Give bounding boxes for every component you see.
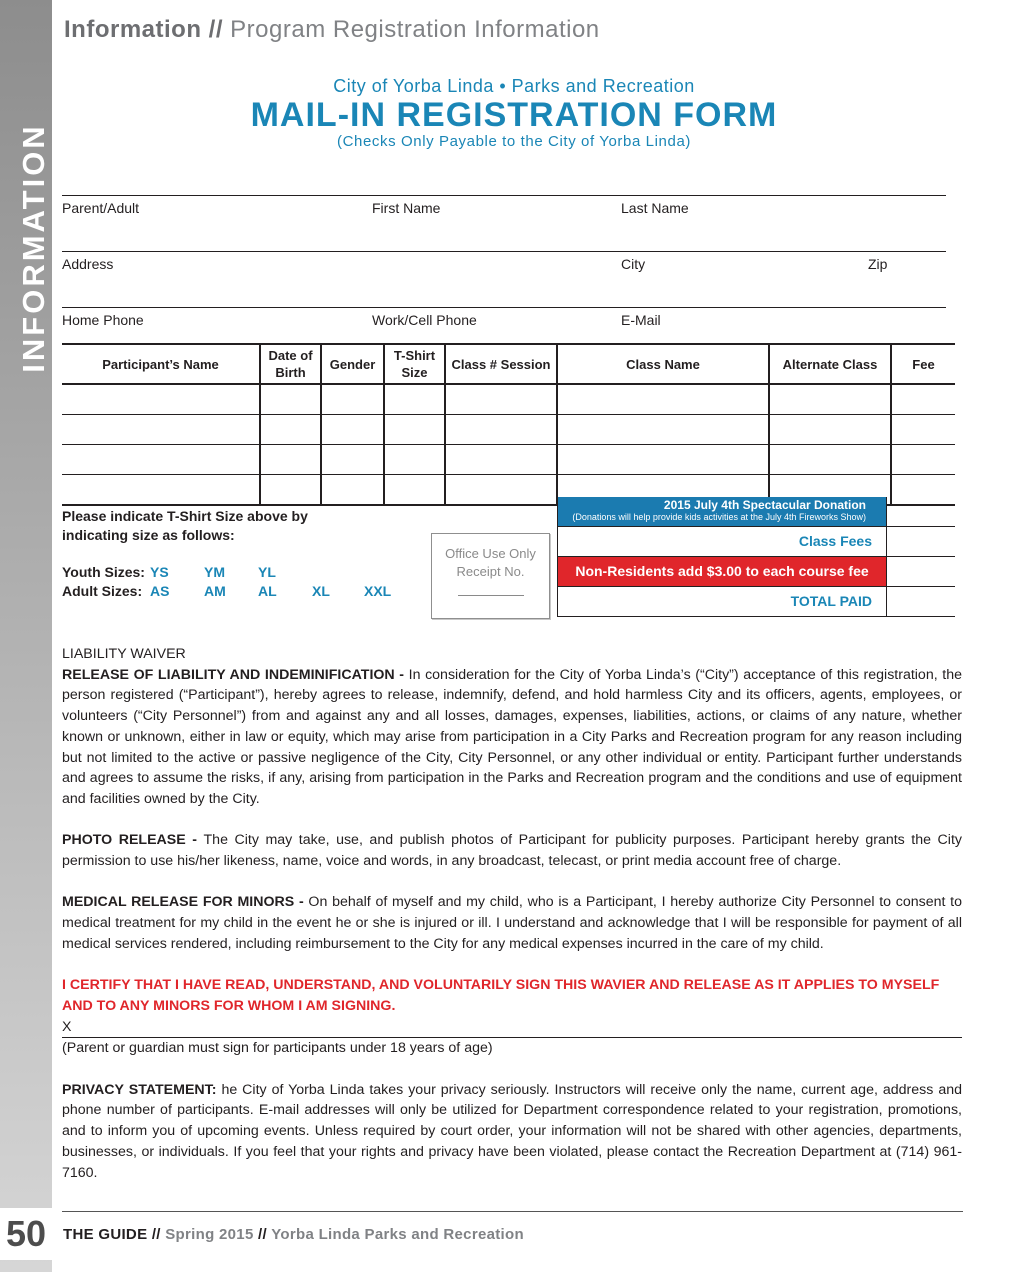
total-paid-amount-field[interactable]: [887, 587, 955, 616]
size-xl: XL: [312, 583, 330, 599]
photo-paragraph: [62, 830, 962, 871]
table-cell[interactable]: [445, 415, 557, 445]
last-name-label: Last Name: [621, 200, 689, 216]
table-cell[interactable]: [557, 445, 769, 475]
table-cell[interactable]: [769, 415, 891, 445]
table-cell[interactable]: [769, 384, 891, 415]
table-header-row: [62, 344, 955, 384]
table-cell[interactable]: [384, 384, 445, 415]
medical-text: On behalf of myself and my child, who is a Participant, I hereby authorize City Personnel to consent to medical treatment for my child in the event he or she is injured or ill. I understand and acknowledge that I will be responsible for payment of all medical services rendered, including reimbursement to the City for any medical expenses incurred in the care of my child.: [62, 894, 963, 952]
email-label: E-Mail: [621, 312, 661, 328]
table-cell[interactable]: [769, 445, 891, 475]
tshirt-note-line2: indicating size as follows:: [62, 527, 235, 543]
footer-season: Spring 2015: [165, 1226, 254, 1243]
release-text: In consideration for the City of Yorba Linda’s (“City”) acceptance of this registration, the person registered (“Participant”), hereby agrees to release, indemnify, defend, and hold harmless City and its officers, agents, employees, or volunteers (“City Personnel”) from and against any and all losses, damages, expenses, liabilities, actions, or claims of any nature, whether known or unknown, either in law or equity, which may arise from participation in a City Parks and Recreation program for any reason including but not limited to the active or passive negligence of the City, City Personnel, or any other individual or entity. Participant further understands and agrees to assume the risks, if any, arising from participation in the Parks and Recreation program and the conditions and use of equipment and facilities owned by the City.: [62, 666, 962, 807]
signature-note: (Parent or guardian must sign for participants under 18 years of age): [62, 1040, 493, 1057]
table-cell[interactable]: [260, 475, 321, 506]
size-legend: [62, 563, 391, 601]
work-cell-phone-label: Work/Cell Phone: [372, 312, 477, 328]
col-class-name: Class Name: [557, 344, 769, 384]
footer-divider: [62, 1211, 963, 1212]
table-cell[interactable]: [891, 384, 955, 415]
col-alternate-class: Alternate Class: [769, 344, 891, 384]
receipt-no-line: [458, 595, 524, 596]
size-ys: YS: [150, 564, 169, 580]
table-cell[interactable]: [260, 415, 321, 445]
col-tshirt-size: T-Shirt Size: [384, 344, 445, 384]
table-cell[interactable]: [891, 415, 955, 445]
table-cell[interactable]: [445, 475, 557, 506]
address-line[interactable]: [62, 251, 946, 252]
privacy-paragraph: [62, 1080, 962, 1184]
youth-sizes-label: Youth Sizes:: [62, 564, 145, 580]
table-cell[interactable]: [445, 445, 557, 475]
table-cell[interactable]: [384, 415, 445, 445]
medical-paragraph: [62, 892, 962, 954]
form-title-block: [0, 76, 1024, 150]
nonresident-amount-field[interactable]: [887, 557, 955, 586]
adult-sizes-label: Adult Sizes:: [62, 583, 143, 599]
col-date-of-birth: Date of Birth: [260, 344, 321, 384]
table-cell[interactable]: [384, 475, 445, 506]
header-subsection: Program Registration Information: [230, 16, 600, 43]
size-as: AS: [150, 583, 170, 599]
class-fees-row: [557, 527, 955, 557]
header-section: Information: [64, 16, 202, 43]
col-class-session: Class # Session: [445, 344, 557, 384]
table-cell[interactable]: [321, 475, 384, 506]
table-cell[interactable]: [260, 384, 321, 415]
form-title: MAIL-IN REGISTRATION FORM: [250, 96, 778, 134]
city-label: City: [621, 256, 646, 272]
table-cell[interactable]: [62, 475, 260, 506]
youth-sizes-row: [62, 563, 391, 582]
home-phone-label: Home Phone: [62, 312, 144, 328]
table-cell[interactable]: [260, 445, 321, 475]
table-row[interactable]: [62, 415, 955, 445]
photo-text: The City may take, use, and publish photos of Participant for publicity purposes. Participant hereby grants the City permission to use his/her likeness, name, voice and words, in any broadcast, telecast, or print media account free of charge.: [62, 832, 962, 870]
parent-adult-label: Parent/Adult: [62, 200, 140, 216]
donation-note: (Donations will help provide kids activities at the July 4th Fireworks Show): [572, 512, 866, 522]
privacy-text: he City of Yorba Linda takes your privacy seriously. Instructors will receive only the name, current age, address and phone number of participants. E-mail addresses will only be utilized for Department correspondence related to your registration, promotions, and to inform you of upcoming events. Unless required by court order, your information will not be shared with other agencies, departments, businesses, or individuals. If you feel that your rights and privacy have been violated, please contact the Recreation Department at (714) 961-7160.: [62, 1081, 962, 1181]
donation-label: [557, 497, 887, 526]
table-row[interactable]: [62, 384, 955, 415]
table-cell[interactable]: [62, 384, 260, 415]
nonresident-row: [557, 557, 955, 587]
page-header: [64, 16, 600, 44]
address-label: Address: [62, 256, 114, 272]
table-row[interactable]: [62, 445, 955, 475]
col-participant-name: Participant’s Name: [62, 344, 260, 384]
page-number: 50: [0, 1208, 52, 1260]
size-yl: YL: [258, 564, 276, 580]
release-title: RELEASE OF LIABILITY AND INDEMINIFICATION -: [62, 666, 409, 683]
medical-title: MEDICAL RELEASE FOR MINORS -: [62, 894, 309, 911]
table-cell[interactable]: [62, 445, 260, 475]
page-footer: [63, 1226, 524, 1243]
privacy-title: PRIVACY STATEMENT:: [62, 1081, 222, 1098]
photo-title: PHOTO RELEASE -: [62, 832, 204, 849]
first-name-label: First Name: [372, 200, 441, 216]
table-cell[interactable]: [384, 445, 445, 475]
donation-row: [557, 497, 955, 527]
signature-x: X: [62, 1018, 72, 1035]
size-am: AM: [204, 583, 226, 599]
table-cell[interactable]: [557, 384, 769, 415]
table-cell[interactable]: [62, 415, 260, 445]
org-name: City of Yorba Linda • Parks and Recreation: [333, 76, 695, 96]
zip-label: Zip: [868, 256, 888, 272]
header-separator: //: [201, 16, 231, 43]
payment-note: (Checks Only Payable to the City of Yorba Linda): [337, 133, 691, 150]
certify-statement: I CERTIFY THAT I HAVE READ, UNDERSTAND, AND VOLUNTARILY SIGN THIS WAVIER AND RELEASE AS IT APPLIES TO MYSELF AND TO ANY MINORS FOR WHOM I AM SIGNING.: [62, 977, 940, 1014]
release-paragraph: [62, 665, 962, 810]
parent-name-line[interactable]: [62, 195, 946, 196]
liability-waiver: [62, 644, 962, 1183]
class-fees-amount-field[interactable]: [887, 527, 955, 556]
table-cell[interactable]: [321, 384, 384, 415]
table-cell[interactable]: [557, 415, 769, 445]
fees-block: [557, 497, 955, 617]
office-use-box: [431, 533, 550, 619]
receipt-no-label: Receipt No.: [456, 564, 525, 579]
total-paid-row: [557, 587, 955, 617]
nonresident-label: Non-Residents add $3.00 to each course fee: [557, 557, 887, 586]
donation-title: 2015 July 4th Spectacular Donation: [663, 498, 866, 512]
footer-sep-2: //: [253, 1226, 272, 1243]
footer-guide: THE GUIDE: [63, 1226, 148, 1243]
sidebar-label: INFORMATION: [16, 123, 51, 373]
footer-sep-1: //: [147, 1226, 166, 1243]
size-al: AL: [258, 583, 277, 599]
table-cell[interactable]: [891, 445, 955, 475]
adult-sizes-row: [62, 582, 391, 601]
col-fee: Fee: [891, 344, 955, 384]
tshirt-note: [62, 507, 308, 545]
footer-org: Yorba Linda Parks and Recreation: [271, 1226, 524, 1243]
waiver-heading: LIABILITY WAIVER: [62, 646, 186, 662]
signature-line[interactable]: [62, 1017, 962, 1039]
phone-line[interactable]: [62, 307, 946, 308]
table-cell[interactable]: [321, 445, 384, 475]
registration-table: [62, 343, 955, 506]
total-paid-label: TOTAL PAID: [557, 587, 887, 616]
sidebar: [0, 0, 52, 1272]
donation-amount-field[interactable]: [887, 497, 955, 526]
size-ym: YM: [204, 564, 225, 580]
class-fees-label: Class Fees: [557, 527, 887, 556]
size-xxl: XXL: [364, 583, 392, 599]
table-cell[interactable]: [445, 384, 557, 415]
col-gender: Gender: [321, 344, 384, 384]
tshirt-note-line1: Please indicate T-Shirt Size above by: [62, 508, 308, 524]
table-cell[interactable]: [321, 415, 384, 445]
office-use-label: Office Use Only: [445, 546, 536, 561]
